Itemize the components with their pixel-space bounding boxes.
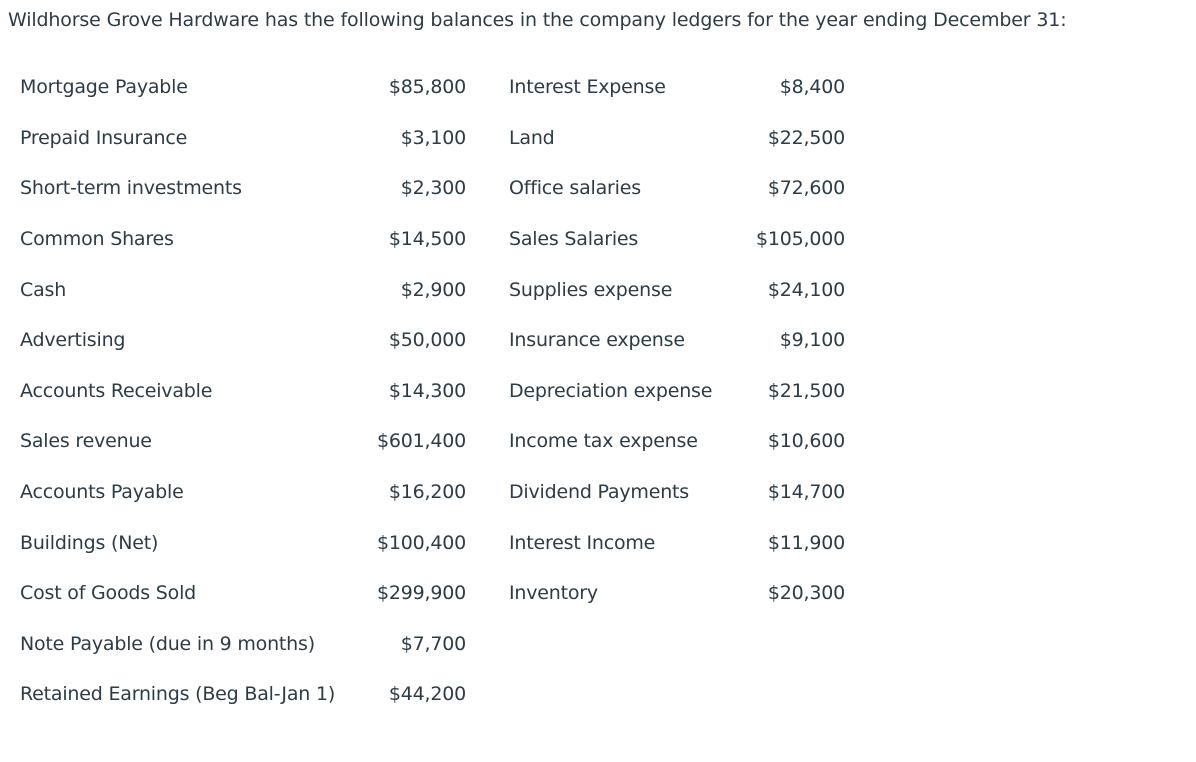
account-name: Retained Earnings (Beg Bal-Jan 1): [20, 683, 336, 706]
account-name: Income tax expense: [509, 430, 698, 453]
account-amount: $601,400: [376, 430, 466, 453]
account-amount: $100,400: [376, 531, 466, 554]
account-amount: $299,900: [376, 582, 466, 605]
account-name: Inventory: [509, 582, 598, 605]
table-row: [20, 669, 845, 720]
account-amount: $14,500: [388, 228, 466, 251]
table-row: [20, 619, 845, 670]
account-name: Accounts Receivable: [20, 379, 213, 402]
column-gap: [466, 113, 509, 164]
account-amount: $8,400: [779, 76, 845, 99]
account-amount: $14,300: [388, 379, 466, 402]
account-name: Interest Income: [509, 531, 656, 554]
account-name: Accounts Payable: [20, 481, 184, 504]
account-amount: $7,700: [400, 632, 466, 655]
account-name: [509, 669, 732, 720]
account-name: Note Payable (due in 9 months): [20, 632, 315, 655]
column-gap: [466, 568, 509, 619]
table-row: [20, 416, 845, 467]
table-row: [20, 214, 845, 265]
account-name: Dividend Payments: [509, 481, 690, 504]
column-gap: [466, 416, 509, 467]
account-amount: $14,700: [767, 481, 845, 504]
account-name: [509, 619, 732, 670]
account-name: Cost of Goods Sold: [20, 582, 197, 605]
table-row: [20, 163, 845, 214]
account-name: Common Shares: [20, 228, 174, 251]
account-amount: [732, 669, 845, 720]
table-row: [20, 517, 845, 568]
problem-statement: Wildhorse Grove Hardware has the following balances in the company ledgers for the year ending December 31:: [8, 9, 1067, 31]
column-gap: [466, 669, 509, 720]
account-name: Prepaid Insurance: [20, 126, 188, 149]
account-name: Land: [509, 126, 555, 149]
account-amount: $44,200: [388, 683, 466, 706]
account-amount: $24,100: [767, 278, 845, 301]
ledger-balances-table: [20, 62, 845, 720]
table-row: [20, 315, 845, 366]
account-amount: $3,100: [400, 126, 466, 149]
column-gap: [466, 467, 509, 518]
account-amount: $11,900: [767, 531, 845, 554]
account-name: Buildings (Net): [20, 531, 159, 554]
account-amount: $10,600: [767, 430, 845, 453]
account-name: Cash: [20, 278, 67, 301]
account-amount: $2,300: [400, 177, 466, 200]
account-amount: [732, 619, 845, 670]
account-amount: $2,900: [400, 278, 466, 301]
table-row: [20, 366, 845, 417]
account-name: Sales Salaries: [509, 228, 639, 251]
column-gap: [466, 264, 509, 315]
column-gap: [466, 62, 509, 113]
account-amount: $20,300: [767, 582, 845, 605]
table-row: [20, 113, 845, 164]
account-name: Interest Expense: [509, 76, 666, 99]
account-name: Short-term investments: [20, 177, 242, 200]
account-amount: $22,500: [767, 126, 845, 149]
column-gap: [466, 517, 509, 568]
account-name: Supplies expense: [509, 278, 673, 301]
column-gap: [466, 315, 509, 366]
account-name: Depreciation expense: [509, 379, 713, 402]
account-name: Mortgage Payable: [20, 76, 188, 99]
account-name: Advertising: [20, 329, 126, 352]
column-gap: [466, 163, 509, 214]
table-row: [20, 568, 845, 619]
table-row: [20, 264, 845, 315]
account-amount: $105,000: [755, 228, 845, 251]
account-amount: $85,800: [388, 76, 466, 99]
account-amount: $16,200: [388, 481, 466, 504]
account-amount: $9,100: [779, 329, 845, 352]
column-gap: [466, 619, 509, 670]
account-name: Office salaries: [509, 177, 641, 200]
account-name: Sales revenue: [20, 430, 152, 453]
table-row: [20, 62, 845, 113]
account-amount: $72,600: [767, 177, 845, 200]
account-amount: $21,500: [767, 379, 845, 402]
table-row: [20, 467, 845, 518]
account-name: Insurance expense: [509, 329, 685, 352]
account-amount: $50,000: [388, 329, 466, 352]
column-gap: [466, 214, 509, 265]
column-gap: [466, 366, 509, 417]
